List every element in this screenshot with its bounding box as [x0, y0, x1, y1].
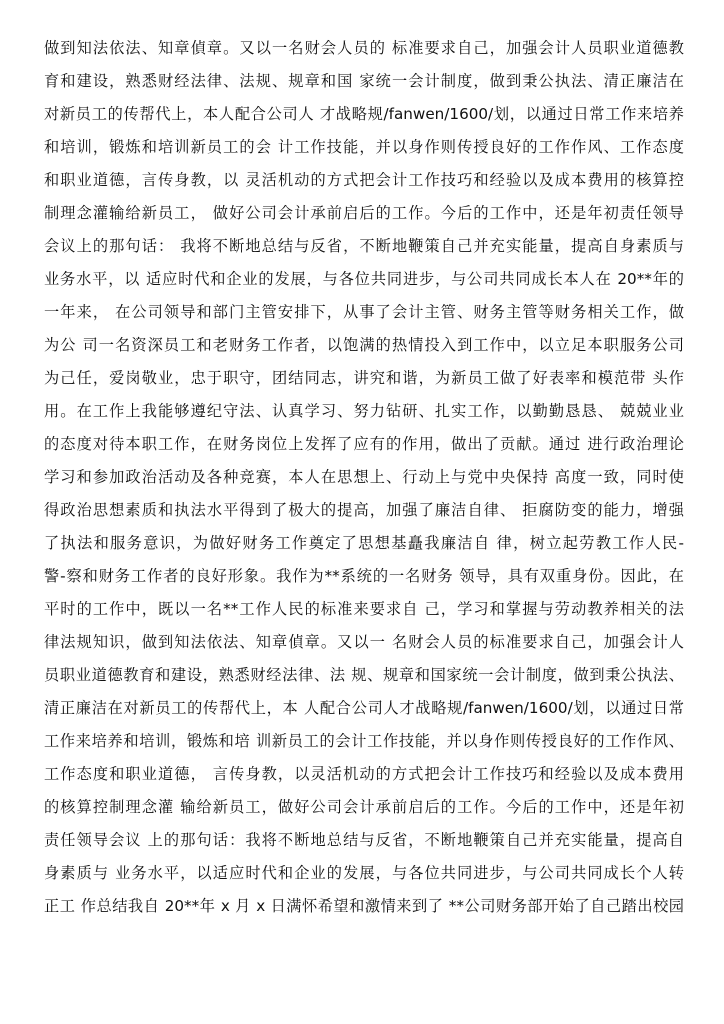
- text-line: 的核算控制理念灌 输给新员工，做好公司会计承前启后的工作。今后的工作中，还是年初: [44, 798, 684, 816]
- text-line: 对新员工的传帮代上，本人配合公司人 才战略规/fanwen/1600/划，以通过日常工作来培养: [44, 105, 684, 123]
- text-line: 学习和参加政治活动及各种竞赛，本人在思想上、行动上与党中央保持 高度一致，同时使: [44, 468, 684, 486]
- text-line: 清正廉洁在对新员工的传帮代上，本 人配合公司人才战略规/fanwen/1600/划，以通过日常: [44, 699, 684, 717]
- text-line: 和职业道德，言传身教，以 灵活机动的方式把会计工作技巧和经验以及成本费用的核算控: [44, 171, 684, 189]
- text-line: 员职业道德教育和建设，熟悉财经法律、法 规、规章和国家统一会计制度，做到秉公执法、: [44, 666, 684, 684]
- text-line: 的态度对待本职工作，在财务岗位上发挥了应有的作用，做出了贡献。通过 进行政治理论: [44, 435, 684, 453]
- text-line: 做到知法依法、知章偵章。又以一名财会人员的 标准要求自己，加强会计人员职业道德教: [44, 39, 684, 57]
- text-line: 和培训，锻炼和培训新员工的会 计工作技能，并以身作则传授良好的工作作风、工作态度: [44, 138, 684, 156]
- text-line: 得政治思想素质和执法水平得到了极大的提高，加强了廉洁自律、 拒腐防变的能力，增强: [44, 501, 684, 519]
- text-line: 工作态度和职业道德， 言传身教，以灵活机动的方式把会计工作技巧和经验以及成本费用: [44, 765, 684, 783]
- text-line: 制理念灌输给新员工， 做好公司会计承前启后的工作。今后的工作中，还是年初责任领导: [44, 204, 684, 222]
- text-line: 育和建设，熟悉财经法律、法规、规章和国 家统一会计制度，做到秉公执法、清正廉洁在: [44, 72, 684, 90]
- text-line: 了执法和服务意识，为做好财务工作奠定了思想基矗我廉洁自 律，树立起劳教工作人民-: [44, 534, 684, 552]
- text-line: 警-察和财务工作者的良好形象。我作为**系统的一名财务 领导，具有双重身份。因此，在: [44, 567, 684, 585]
- text-line: 身素质与 业务水平，以适应时代和企业的发展，与各位共同进步，与公司共同成长个人转: [44, 864, 684, 882]
- text-line: 责任领导会议 上的那句话：我将不断地总结与反省，不断地鞭策自己并充实能量，提高自: [44, 831, 684, 849]
- text-line: 业务水平，以 适应时代和企业的发展，与各位共同进步，与公司共同成长本人在 20**年的: [44, 270, 684, 288]
- text-line: 为己任，爱岗敬业，忠于职守，团结同志，讲究和谐，为新员工做了好表率和模范带 头作: [44, 369, 684, 387]
- text-line: 工作来培养和培训，锻炼和培 训新员工的会计工作技能，并以身作则传授良好的工作作风、: [44, 732, 684, 750]
- text-line: 律法规知识，做到知法依法、知章偵章。又以一 名财会人员的标准要求自己，加强会计人: [44, 633, 684, 651]
- text-line: 会议上的那句话： 我将不断地总结与反省，不断地鞭策自己并充实能量，提高自身素质与: [44, 237, 684, 255]
- text-line: 一年来， 在公司领导和部门主管安排下，从事了会计主管、财务主管等财务相关工作，做: [44, 303, 684, 321]
- text-line: 正工 作总结我自 20**年 x 月 x 日满怀希望和激情来到了 **公司财务部开始了自己踏出校园: [44, 897, 684, 915]
- text-line: 为公 司一名资深员工和老财务工作者，以饱满的热情投入到工作中，以立足本职服务公司: [44, 336, 684, 354]
- text-line: 平时的工作中，既以一名**工作人民的标准来要求自 己，学习和掌握与劳动教养相关的法: [44, 600, 684, 618]
- text-line: 用。在工作上我能够遵纪守法、认真学习、努力钻研、扎实工作，以勤勤恳恳、 兢兢业业: [44, 402, 684, 420]
